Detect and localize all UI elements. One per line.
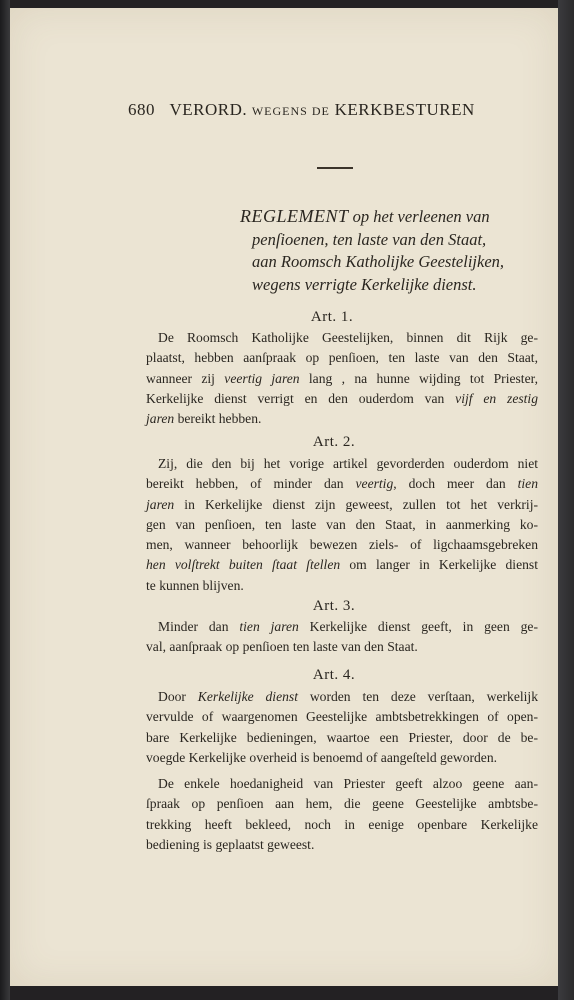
regulation-title-line-1: REGLEMENT op het verleenen van — [240, 206, 490, 226]
article-2-heading: Art. 2. — [312, 434, 356, 450]
text-line: jaren bereikt hebben. — [146, 411, 262, 427]
text-line: Door Kerkelijke dienst worden ten deze verſtaan, werkelijk — [158, 689, 539, 704]
scan-edge-left — [0, 0, 10, 1000]
regulation-title — [240, 205, 540, 296]
text-line: gen van penſioen, ten laste van den Staat, in aanmerking ko- — [146, 516, 538, 532]
article-2-body — [146, 454, 538, 596]
scan-edge-right — [558, 0, 574, 1000]
text-line: wanneer zij veertig jaren lang , na hunne wijding tot Priester, — [146, 370, 538, 386]
running-title-small: WEGENS DE — [251, 104, 330, 118]
text-line: men, wanneer behoorlijk bewezen ziels- of ligchaamsgebreken — [146, 537, 538, 553]
text-line: bare Kerkelijke bedieningen, waartoe een Priester, door de be- — [146, 729, 538, 745]
text-line: De enkele hoedanigheid van Priester geeft alzoo geene aan- — [158, 776, 538, 791]
page-number: 680 — [128, 100, 155, 119]
article-1-body — [146, 328, 538, 429]
article-3-body — [146, 617, 538, 658]
article-3-heading: Art. 3. — [312, 598, 356, 614]
text-line: te kunnen blijven. — [146, 577, 244, 593]
text-line: jaren in Kerkelijke dienst zijn geweest, zullen tot het verkrij- — [146, 496, 538, 512]
running-title-last: KERKBESTUREN — [334, 100, 475, 119]
text-line: De Roomsch Katholijke Geestelijken, binnen dit Rijk ge- — [158, 330, 538, 345]
regulation-title-line-4: wegens verrigte Kerkelijke dienst. — [252, 274, 477, 294]
article-1-heading: Art. 1. — [310, 309, 354, 325]
article-4-continuation — [146, 774, 538, 855]
text-line: bediening is geplaatst geweest. — [146, 836, 315, 852]
regulation-title-line-2: penſioenen, ten laste van den Staat, — [252, 229, 487, 249]
text-line: val, aanſpraak op penſioen ten laste van den Staat. — [146, 639, 418, 655]
book-page — [10, 8, 558, 986]
article-4-body — [146, 687, 538, 768]
text-line: trekking heeft bekleed, noch in eenige openbare Kerkelijke — [146, 816, 538, 832]
article-4-heading: Art. 4. — [312, 667, 356, 683]
text-line: Zij, die den bij het vorige artikel gevorderden ouderdom niet — [158, 456, 538, 471]
text-line: Kerkelijke dienst verrigt en den ouderdom van vijf en zestig — [146, 390, 538, 406]
regulation-title-line-3: aan Roomsch Katholijke Geestelijken, — [252, 252, 505, 271]
section-rule — [317, 167, 353, 169]
text-line: ſpraak op penſioen aan hem, die geene Geestelijke ambtsbe- — [146, 796, 538, 812]
text-line: voegde Kerkelijke overheid is benoemd of aangeſteld geworden. — [146, 749, 498, 765]
text-line: hen volſtrekt buiten ſtaat ſtellen om langer in Kerkelijke dienst — [146, 557, 538, 573]
running-head — [128, 100, 488, 124]
running-title-first: VERORD. — [169, 100, 248, 119]
text-line: vervulde of waargenomen Geestelijke ambtsbetrekkingen of open- — [146, 709, 538, 725]
text-line: Minder dan tien jaren Kerkelijke dienst geeft, in geen ge- — [158, 619, 538, 634]
text-line: bereikt hebben, of minder dan veertig, doch meer dan tien — [146, 476, 538, 492]
text-line: plaatst, hebben aanſpraak op penſioen, ten laste van den Staat, — [146, 350, 538, 366]
